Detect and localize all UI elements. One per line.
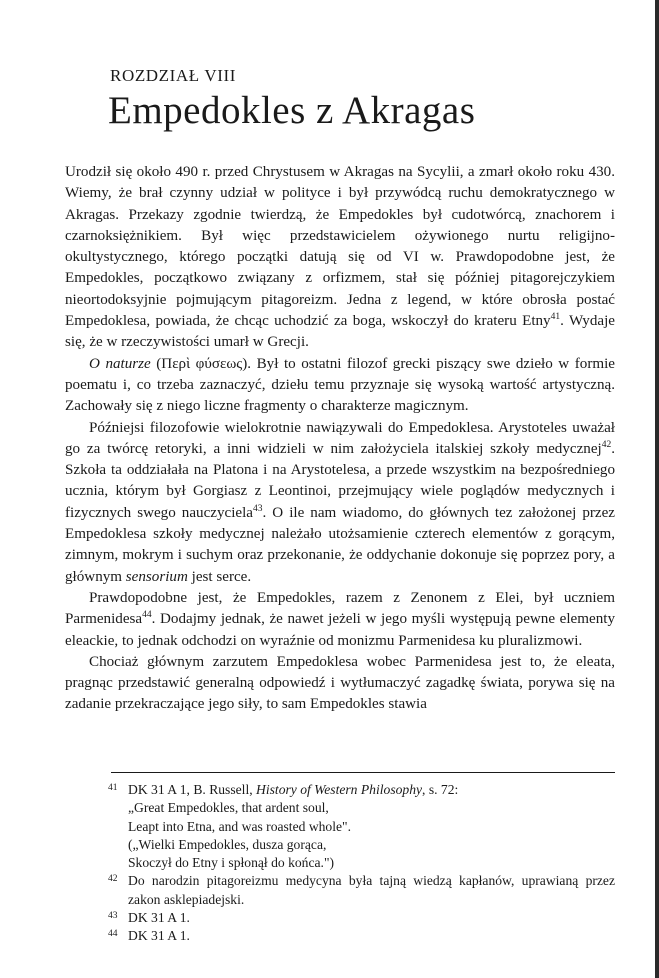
footnote-41: 41 DK 31 A 1, B. Russell, History of Western Philosophy, s. 72: „Great Empedokles, that ardent soul, Leapt into Etna, and was roasted whole". („Wielki Empedokles, dusza gorąca, Skoczył do Etny i spłonął do końca.") bbox=[108, 781, 615, 872]
paragraph-3: Późniejsi filozofowie wielokrotnie nawiązywali do Empedoklesa. Arystoteles uważał go za twórcę retoryki, a inni widzieli w nim założyciela italskiej szkoły medycznej$^{42}$. Szkoła ta oddziałała na Platona i na Arystotelesa, a przede wszystkim na bezpośredniego ucznia, którym był Gorgiasz z Leontinoi, przejmujący wiele poglądów medycznych i fizycznych swego nauczyciela$^{43}$. O ile nam wiadomo, do głównych tez założonej przez Empedoklesa szkoły medycznej należało utożsamienie czterech elementów z gorącym, zimnym, mokrym i suchym oraz przekonanie, że oddychanie dokonuje się poprzez pory, a głównym sensorium jest serce. bbox=[65, 419, 615, 585]
footnote-ref: 43 bbox=[253, 503, 263, 514]
paragraph-1: Urodził się około 490 r. przed Chrystusem w Akragas na Sycylii, a zmarł około roku 430. Wiemy, że brał czynny udział w polityce i był przywódcą ruchu demokratycznego w Akragas. Przekazy zgodnie twierdzą, że Empedokles był cudotwórcą, znachorem i czarnoksiężnikiem. Był więc przedstawicielem ożywionego nurtu religijno-okultystycznego, którego początki datują się od VI w. Prawdopodobne jest, że Empedokles, początkowo związany z orfizmem, stał się później pitagorejczykiem nieortodoksyjnie pojmującym pitagoreizm. Jedna z legend, w które obrosła postać Empedoklesa, powiada, że chcąc uchodzić za boga, wskoczył do krateru Etny$^{41}$. Wydaje się, że w rzeczywistości umarł w Grecji. bbox=[65, 164, 615, 351]
footnote-number: 43 bbox=[108, 911, 118, 922]
footnote-number: 44 bbox=[108, 929, 118, 940]
footnote-ref: 42 bbox=[601, 439, 612, 450]
footnote-number: 42 bbox=[108, 874, 118, 885]
footnotes bbox=[108, 781, 615, 946]
page-edge bbox=[655, 0, 659, 978]
paragraph-5: Chociaż głównym zarzutem Empedoklesa wobec Parmenidesa jest to, że eleata, pragnąc przedstawić generalną odpowiedź i wytłumaczyć zagadkę świata, porywa się na zadanie przekraczające jego siły, to sam Empedokles stawia bbox=[65, 653, 615, 713]
footnote-43: 43 DK 31 A 1. bbox=[108, 909, 615, 927]
footnote-42: 42 Do narodzin pitagoreizmu medycyna była tajną wiedzą kapłanów, uprawianą przez zakon asklepiadejski. bbox=[108, 872, 615, 909]
paragraph-2: O naturze (Περὶ φύσεως). Był to ostatni filozof grecki piszący swe dzieło w formie poematu i, co trzeba zaznaczyć, dziełu temu przyznaje się wysoką wartość artystyczną. Zachowały się z niego liczne fragmenty o charakterze magicznym. bbox=[65, 355, 615, 415]
chapter-title: Empedokles z Akragas bbox=[108, 89, 476, 132]
footnote-quote: „Great Empedokles, that ardent soul, Leapt into Etna, and was roasted whole". („Wielki Empedokles, dusza gorąca, Skoczył do Etny i spłonął do końca.") bbox=[128, 800, 351, 871]
chapter-label: ROZDZIAŁ VIII bbox=[110, 66, 236, 85]
footnote-ref: 41 bbox=[550, 312, 561, 323]
footnote-number: 41 bbox=[108, 783, 118, 793]
footnote-rule bbox=[111, 772, 615, 773]
body-text bbox=[65, 162, 615, 716]
footnote-ref: 44 bbox=[142, 610, 152, 621]
footnote-44: 44 DK 31 A 1. bbox=[108, 927, 615, 945]
paragraph-4: Prawdopodobne jest, że Empedokles, razem z Zenonem z Elei, był uczniem Parmenidesa$^{44}$. Dodajmy jednak, że nawet jeżeli w jego myśli występują pewne elementy eleackie, to jednak odchodzi on wyraźnie od monizmu Parmenidesa ku pluralizmowi. bbox=[65, 589, 615, 649]
